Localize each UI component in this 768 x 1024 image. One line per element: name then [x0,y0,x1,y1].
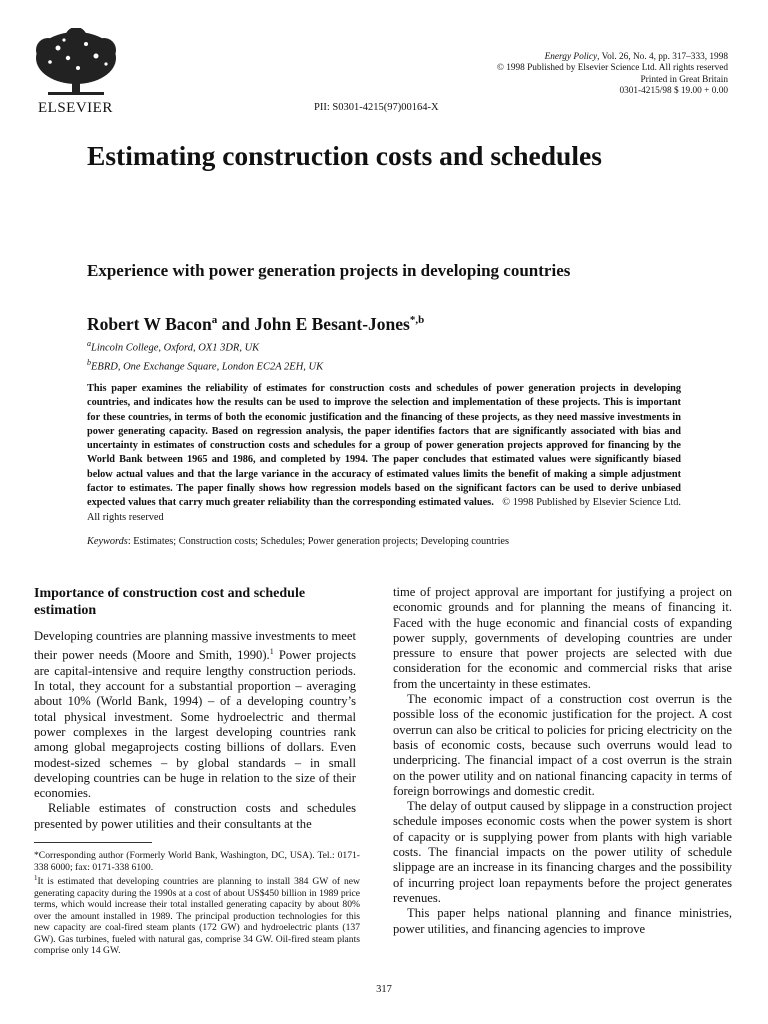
footnote-1 [34,873,360,957]
aff-b-mark: b [87,357,91,367]
paragraph [34,629,356,801]
pii: PII: S0301-4215(97)00164-X [314,102,439,113]
body-column-right [393,585,732,937]
footnote-1-text: It is estimated that developing countries are planning to install 384 GW of new generating capacity during the 1990s at a cost of about US$450 billion in 1989 price terms, which would increase their total installed generating capacity by about 80% over the amount installed in 1989. The principal production technologies for this new capacity are coal-fired steam plants (172 GW) and hydroelectric plants (137 GW). Gas turbines, fueled with natural gas, comprise 34 GW. Oil-fired steam plants comprise only 14 GW. [34,876,360,957]
abstract-copyright: © 1998 Published by Elsevier Science Ltd. All rights reserved [87,497,681,523]
affiliation-b: EBRD, One Exchange Square, London EC2A 2EH, UK [91,361,324,372]
author-2-affiliation-mark: *,b [409,314,425,327]
author-1-affiliation-mark: a [211,314,218,327]
paragraph-text: Power projects are capital-intensive and require lengthy construction periods. In total, they account for a substantial proportion – averaging about 10% (World Bank, 1994) – of a developing country’s total physical investment. Some hydroelectric and thermal power complexes in the largest developing countries rank among global megaprojects costing billions of dollars. Even modest-sized schemes – by global standards – in small developing countries can be huge in relation to the size of their economies. [34,648,356,801]
author-2: John E Besant-Jones [254,314,410,334]
journal-ref: , Vol. 26, No. 4, pp. 317–333, 1998 [597,52,728,62]
paragraph: This paper helps national planning and finance ministries, power utilities, and financing agencies to improve [393,906,732,936]
keywords [87,536,509,547]
journal-copyright: © 1998 Published by Elsevier Science Ltd. All rights reserved [496,63,728,74]
body-column-left [34,585,356,832]
page-number: 317 [376,984,392,995]
affiliations [87,337,323,374]
footnotes [34,850,360,957]
footnote-ref-1[interactable]: 1 [269,647,274,657]
keywords-label: Keywords [87,536,128,547]
journal-printed: Printed in Great Britain [640,74,728,85]
paragraph: The delay of output caused by slippage in a construction project schedule imposes economic costs when the power system is short of capacity or is supplying power from plants with high variable costs. The financial impacts on the power utility of schedule slippage are an increase in its financing charges and the possibility of incurring project loan repayments before the project generates revenues. [393,799,732,905]
affiliation-a: Lincoln College, Oxford, OX1 3DR, UK [91,342,260,354]
abstract-text: This paper examines the reliability of estimates for construction costs and schedules of power generation projects in developing countries, and indicates how the results can be used to improve the selection and implementation of these projects. This is important for these countries, in terms of both the economic justification and the financing of these projects, as they need massive investments in power generating capacity. Based on regression analysis, the paper identifies factors that are significantly associated with bias and uncertainty in estimates of construction costs and schedules for a group of power generation projects approved for financing by the World Bank between 1965 and 1986, and completed by 1994. The paper concludes that estimated values were significantly biased below actual values and that the large variance in the accuracy of estimated values limits the benefit of making a simple adjustment factor to estimates. The paper finally shows how regression models based on the significant factors can be used to derive unbiased expected values that carry much greater reliability than the corresponding estimated values. [87,383,681,509]
article-subtitle: Experience with power generation projects in developing countries [87,261,571,280]
paragraph: The economic impact of a construction cost overrun is the possible loss of the economic justification for the project. A cost overrun can also be critical to policies for pricing electricity on the basis of economic costs, because such overruns would lead to underpricing. The financial impact of a cost overrun is the strain on the power utility and on national financing capacity in terms of foreign borrowings and domestic credit. [393,692,732,798]
footnote-divider [34,842,152,843]
footnote-1-mark: 1 [34,874,38,882]
author-conjunction: and [217,314,255,334]
author-line [87,314,424,335]
section-heading: Importance of construction cost and schedule estimation [34,586,306,618]
author-1: Robert W Bacon [87,314,212,334]
footnote-corresponding: *Corresponding author (Formerly World Bank, Washington, DC, USA). Tel.: 0171-338 6000; fax: 0171-338 6100. [34,850,360,873]
paragraph: time of project approval are important for justifying a project on economic grounds and for planning the means of financing it. Faced with the huge economic and financial costs of expanding power supply, governments of developing countries are under pressure to ensure that power projects are selected with due consideration for the economic and commercial risks that arise from the uncertainty in these estimates. [393,585,732,691]
article-title: Estimating construction costs and schedules [87,140,602,171]
aff-a-mark: a [87,339,91,348]
elsevier-tree-icon [28,28,124,98]
abstract [87,382,681,525]
keywords-list: : Estimates; Construction costs; Schedules; Power generation projects; Developing countries [127,536,510,547]
paragraph: Reliable estimates of construction costs and schedules presented by power utilities and their consultants at the [34,801,356,831]
journal-issn: 0301-4215/98 $ 19.00 + 0.00 [619,86,728,97]
publisher-logo [28,28,124,117]
paragraph-text: Developing countries are planning massive investments to meet their power needs (Moore and Smith, 1990). [34,629,356,663]
journal-info [497,52,728,98]
publisher-name: ELSEVIER [38,100,113,116]
journal-name: Energy Policy [544,52,598,62]
